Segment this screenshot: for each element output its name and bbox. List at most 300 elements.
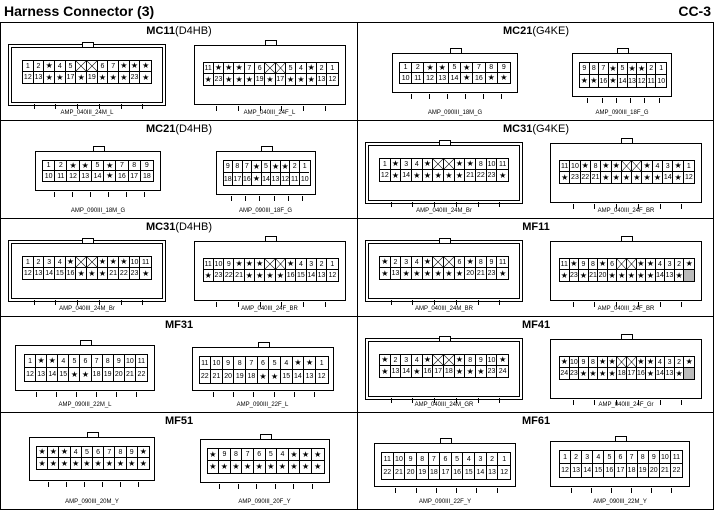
pin-cell: ★ [637, 259, 645, 268]
connector-terminal-tick [303, 106, 304, 111]
pin-cell: 11 [560, 259, 570, 270]
pin-cell: ★ [59, 447, 70, 458]
pin-face [399, 62, 511, 84]
pin-cell: 6 [615, 451, 626, 464]
pin-cell: ★ [444, 170, 455, 181]
pin-cell: 4 [281, 357, 293, 370]
pin-cell: 3 [44, 257, 55, 268]
pin-cell: 12 [23, 74, 32, 81]
pin-cell: 5 [452, 453, 464, 466]
pin-cell: 6 [93, 447, 104, 458]
pin-cell [684, 368, 694, 379]
pin-cell: 16 [66, 270, 75, 277]
connector-body [368, 243, 520, 299]
pin-cell: ★ [36, 355, 47, 368]
pin-cell: 21 [211, 370, 223, 383]
connector-terminal-tick [573, 400, 574, 405]
pin-cell: 1 [380, 159, 391, 170]
connector-cell-mf61 [358, 413, 714, 510]
connector-body [550, 241, 702, 301]
connector-terminal-tick [48, 482, 49, 487]
pin-cell: ★ [461, 63, 473, 73]
connector-terminal-tick [303, 302, 304, 307]
connector-terminal-tick [76, 392, 77, 397]
pin-cell: 3 [582, 451, 593, 464]
pin-cell: 4 [412, 355, 423, 366]
connector-terminal-tick [77, 104, 78, 109]
pin-cell: 12 [25, 368, 36, 381]
pin-cell: 11 [136, 355, 147, 368]
pin-cell: 11 [647, 75, 657, 87]
connector-lock-tab [260, 434, 272, 440]
connector-terminal-tick [594, 400, 595, 405]
connector-terminal-tick [121, 104, 122, 109]
pin-cell: ★ [455, 159, 466, 170]
pin-cell: 7 [242, 449, 254, 461]
pin-cell: 18 [142, 172, 151, 180]
pin-cell: 9 [487, 257, 498, 268]
pin-cell: ★ [455, 366, 466, 377]
pin-cell: 7 [246, 357, 258, 370]
pin-cell: 11 [497, 257, 508, 268]
pin-cell: 3 [663, 161, 673, 172]
pin-cell: 16 [604, 464, 615, 477]
pin-cell: ★ [412, 366, 423, 377]
connector-terminal-tick [36, 392, 37, 397]
pin-cell: ★ [608, 368, 616, 378]
pin-cell: 4 [296, 63, 306, 74]
pin-cell: ★ [108, 257, 119, 268]
connector-terminal-tick [216, 106, 217, 111]
pin-cell: 1 [560, 451, 571, 464]
pin-cell: 20 [405, 466, 417, 479]
pin-cell: ★ [139, 458, 147, 468]
pin-cell: 5 [262, 161, 272, 173]
pin-cell: 6 [440, 453, 452, 466]
pin-cell: 7 [473, 63, 485, 73]
connector-terminal-tick [429, 94, 430, 99]
connector-terminal-tick [312, 484, 313, 489]
pin-cell: 1 [23, 257, 34, 268]
pin-cell: ★ [258, 370, 270, 383]
connector-terminal-tick [238, 106, 239, 111]
pin-cell: 2 [675, 259, 685, 270]
pin-cell: 9 [498, 63, 510, 73]
connector-terminal-tick [465, 94, 466, 99]
pin-cell: 12 [380, 172, 389, 179]
pin-cell: 8 [234, 357, 246, 370]
connector-terminal-tick [66, 482, 67, 487]
pin-cell: ★ [48, 447, 59, 458]
pin-cell: ★ [265, 74, 275, 85]
pin-cell: ★ [265, 270, 275, 281]
pin-cell: ★ [391, 170, 402, 181]
pin-cell: 5 [286, 63, 296, 74]
connector-body [194, 241, 346, 301]
pin-cell: 17 [615, 464, 626, 477]
cell-title [358, 221, 714, 233]
connector-body [572, 53, 672, 97]
pin-cell: ★ [646, 259, 654, 268]
pin-cell: ★ [245, 270, 255, 281]
pin-cell: 13 [487, 466, 499, 479]
connector-lock-tab [621, 236, 633, 242]
pin-cell: ★ [618, 270, 626, 280]
connector-label: MC21 [502, 25, 533, 37]
pin-cell: 17 [276, 76, 285, 83]
connector-lock-tab [87, 432, 99, 438]
connector-terminal-tick [256, 484, 257, 489]
pin-cell: 16 [286, 272, 295, 279]
pin-cell: 4 [656, 259, 666, 270]
connector-terminal-tick [411, 94, 412, 99]
connector-lock-tab [621, 138, 633, 144]
pin-cell: ★ [69, 368, 80, 381]
pin-cell: 18 [224, 173, 234, 185]
connector-terminal-tick [288, 196, 289, 201]
pin-cell: 15 [55, 270, 64, 277]
pin-cell: 19 [417, 466, 429, 479]
pin-cell: 4 [656, 357, 666, 368]
pin-cell: 20 [598, 272, 607, 279]
cell-title [358, 319, 714, 331]
pin-cell: 14 [663, 174, 672, 181]
connector-terminal-tick [681, 302, 682, 307]
connector-terminal-tick [275, 484, 276, 489]
pin-cell: 2 [675, 357, 685, 368]
connector-terminal-tick [302, 196, 303, 201]
connector-lock-tab [450, 48, 462, 54]
pin-cell: ★ [486, 73, 498, 83]
pin-cell: 4 [277, 449, 289, 461]
pin-cell: ★ [465, 159, 476, 170]
pin-cell: ★ [286, 259, 296, 270]
connector-terminal-tick [72, 192, 73, 197]
connector-terminal-tick [55, 104, 56, 109]
pin-cell: ★ [673, 161, 683, 172]
pin-cell: 4 [58, 355, 69, 368]
pin-cell: ★ [673, 172, 683, 183]
pin-cell: 16 [636, 370, 645, 377]
pin-cell: ★ [380, 257, 391, 268]
pin-cell: 3 [401, 257, 412, 268]
connector-lock-tab [439, 238, 451, 244]
pin-cell: 9 [649, 451, 660, 464]
pin-cell: 13 [36, 368, 47, 381]
pin-cell: 8 [103, 355, 114, 368]
cell-title [1, 25, 357, 37]
pin-cell: ★ [646, 368, 654, 378]
connector-terminal-tick [325, 302, 326, 307]
pin-cell: ★ [48, 458, 59, 469]
pin-cell: 13 [665, 370, 674, 377]
pin-cell: ★ [104, 171, 116, 181]
connector-terminal-tick [499, 398, 500, 403]
engine-variant: (D4HB) [175, 123, 212, 135]
pin-cell: 9 [224, 259, 234, 270]
connector-part-number: AMP_040III_24M_BR [414, 306, 474, 312]
connector-terminal-tick [238, 302, 239, 307]
connector-body [550, 143, 702, 203]
pin-cell: 20 [466, 270, 475, 277]
pin-cell: 9 [579, 357, 589, 368]
connector-grid [0, 22, 714, 510]
pin-cell: 14 [475, 466, 487, 479]
connector-lock-tab [265, 40, 277, 46]
connector-body [29, 437, 155, 481]
connector-cell-mf31 [1, 317, 358, 413]
connector-part-number: AMP_040III_24F_Gr [598, 402, 654, 408]
cell-title [358, 25, 714, 37]
pin-cell: 13 [391, 270, 400, 277]
pin-cell: 2 [55, 161, 67, 171]
pin-cell: 17 [434, 368, 443, 375]
connector-terminal-tick [630, 98, 631, 103]
pin-cell: 9 [579, 259, 589, 270]
pin-face [203, 258, 339, 282]
connector-part-number: AMP_090III_18F_G [595, 110, 649, 116]
pin-cell: 11 [204, 259, 214, 270]
connector-terminal-tick [213, 392, 214, 397]
pin-cell: ★ [98, 72, 109, 83]
engine-variant: (G4KE) [532, 123, 570, 135]
cell-title [1, 221, 357, 233]
pin-face [559, 450, 683, 478]
cell-title [1, 123, 357, 135]
pin-cell: 13 [317, 76, 326, 83]
pin-cell: ★ [589, 368, 597, 378]
pin-cell: 11 [204, 63, 214, 74]
connector-terminal-tick [274, 196, 275, 201]
pin-cell: ★ [293, 357, 305, 370]
pin-cell: 20 [114, 368, 125, 381]
connector-terminal-tick [616, 98, 617, 103]
pin-cell: 21 [235, 272, 243, 279]
pin-cell: 14 [402, 172, 411, 179]
pin-cell: ★ [276, 270, 286, 281]
pin-cell: 21 [591, 174, 600, 181]
pin-cell: ★ [224, 74, 234, 85]
connector-part-number: AMP_040III_24M_GR [414, 402, 474, 408]
pin-face [381, 452, 511, 480]
pin-cell: 10 [570, 161, 580, 172]
pin-cell: ★ [637, 270, 645, 280]
connector-cell-mc21g [358, 23, 714, 121]
connector-lock-tab [617, 48, 629, 54]
connector-part-number: AMP_040III_24F_BR [597, 208, 655, 214]
pin-cell: 8 [590, 63, 600, 75]
pin-cell: 12 [328, 272, 337, 279]
pin-cell: ★ [231, 461, 243, 473]
connector-terminal-tick [416, 488, 417, 493]
pin-cell: 10 [300, 175, 309, 183]
pin-cell: 17 [66, 74, 75, 81]
pin-cell: 11 [412, 73, 424, 83]
connector-cell-mc21d [1, 121, 358, 219]
connector-part-number: AMP_040III_24M_Br [59, 306, 115, 312]
connector-lock-tab [615, 436, 627, 442]
pin-cell: 1 [25, 355, 36, 368]
connector-body [192, 347, 334, 391]
pin-cell [617, 259, 627, 270]
pin-cell: ★ [59, 458, 70, 469]
pin-cell: 18 [627, 464, 638, 477]
pin-cell: 8 [129, 161, 141, 171]
pin-cell: ★ [204, 74, 214, 85]
pin-cell: ★ [423, 355, 434, 366]
pin-cell: ★ [304, 357, 316, 370]
connector-body [15, 345, 155, 391]
pin-cell [433, 355, 444, 366]
pin-cell: 1 [400, 63, 412, 73]
pin-cell: 6 [254, 449, 266, 461]
connector-terminal-tick [594, 302, 595, 307]
connector-terminal-tick [456, 488, 457, 493]
pin-cell: 14 [656, 370, 664, 377]
connector-terminal-tick [77, 300, 78, 305]
pin-cell: 4 [55, 257, 66, 268]
pin-cell: ★ [266, 461, 278, 473]
page-title: Harness Connector (3) [4, 3, 155, 19]
connector-terminal-tick [447, 94, 448, 99]
pin-cell: 23 [214, 272, 223, 279]
connector-terminal-tick [314, 392, 315, 397]
pin-cell: ★ [455, 355, 466, 366]
pin-cell: 2 [317, 259, 327, 270]
pin-cell: 2 [391, 355, 402, 366]
pin-cell: 4 [296, 259, 306, 270]
connector-terminal-tick [587, 98, 588, 103]
page-code: CC-3 [678, 3, 711, 19]
pin-cell: ★ [391, 159, 402, 170]
connector-terminal-tick [499, 300, 500, 305]
pin-cell: ★ [208, 449, 220, 461]
pin-cell: 23 [569, 370, 578, 377]
connector-lock-tab [439, 140, 451, 146]
connector-terminal-tick [651, 488, 652, 493]
connector-terminal-tick [681, 400, 682, 405]
pin-cell: 5 [92, 161, 104, 171]
engine-variant: (D4HB) [175, 221, 212, 233]
pin-cell: ★ [455, 170, 466, 181]
connector-terminal-tick [238, 484, 239, 489]
pin-cell: 21 [466, 172, 475, 179]
cell-title [1, 415, 357, 427]
connector-label: MF51 [164, 415, 194, 427]
pin-cell: 8 [591, 161, 601, 172]
connector-terminal-tick [644, 98, 645, 103]
connector-terminal-tick [144, 192, 145, 197]
pin-cell: 1 [327, 63, 337, 74]
pin-cell: 4 [55, 61, 66, 72]
pin-cell: ★ [245, 259, 255, 270]
connector-terminal-tick [412, 202, 413, 207]
connector-terminal-tick [245, 196, 246, 201]
pin-cell [627, 357, 637, 368]
pin-cell: 2 [290, 161, 300, 173]
connector-label: MC31 [145, 221, 176, 233]
pin-cell [87, 61, 98, 72]
pin-cell: 16 [452, 466, 464, 479]
pin-cell: 17 [233, 173, 243, 185]
pin-cell: 16 [116, 171, 128, 181]
connector-terminal-tick [142, 300, 143, 305]
pin-cell: 22 [672, 467, 681, 474]
pin-cell: 11 [140, 257, 151, 268]
pin-cell: ★ [234, 74, 244, 85]
connector-terminal-tick [412, 300, 413, 305]
pin-cell: 10 [657, 77, 666, 85]
connector-part-number: AMP_040III_24M_Br [416, 208, 472, 214]
pin-cell: 11 [200, 357, 212, 370]
pin-cell: ★ [55, 72, 66, 83]
pin-cell: ★ [127, 458, 138, 469]
pin-cell: 7 [108, 61, 119, 72]
pin-cell: 10 [394, 453, 406, 466]
pin-face [199, 356, 329, 384]
pin-cell: 13 [34, 270, 43, 277]
pin-cell: ★ [642, 161, 652, 172]
connector-body [216, 151, 316, 195]
pin-cell: 24 [498, 368, 507, 375]
pin-cell: ★ [646, 270, 654, 280]
pin-cell: 3 [665, 357, 675, 368]
pin-cell: 2 [487, 453, 499, 466]
connector-lock-tab [93, 146, 105, 152]
connector-terminal-tick [116, 392, 117, 397]
pin-cell: 5 [66, 61, 77, 72]
pin-cell: 5 [266, 449, 278, 461]
connector-body [200, 439, 330, 483]
pin-cell: 16 [243, 173, 253, 185]
connector-label: MF31 [164, 319, 194, 331]
connector-terminal-tick [126, 192, 127, 197]
pin-cell: 3 [665, 259, 675, 270]
connector-terminal-tick [594, 204, 595, 209]
connector-label: MF11 [522, 221, 550, 233]
pin-cell: ★ [380, 268, 391, 279]
pin-cell: 7 [429, 453, 441, 466]
pin-cell: 9 [219, 449, 231, 461]
pin-cell [617, 357, 627, 368]
connector-terminal-tick [90, 192, 91, 197]
connector-terminal-tick [55, 300, 56, 305]
connector-terminal-tick [436, 488, 437, 493]
connector-terminal-tick [476, 488, 477, 493]
pin-cell: 3 [401, 159, 412, 170]
pin-cell: ★ [601, 172, 611, 183]
pin-cell: 11 [560, 161, 570, 172]
pin-cell: 13 [665, 272, 674, 279]
connector-terminal-tick [293, 484, 294, 489]
pin-cell: 21 [476, 270, 485, 277]
pin-cell: 10 [130, 257, 141, 268]
pin-cell: 23 [487, 172, 496, 179]
pin-cell [627, 259, 637, 270]
pin-face [579, 62, 667, 88]
connector-terminal-tick [233, 392, 234, 397]
connector-lock-tab [621, 334, 633, 340]
pin-cell: 4 [593, 451, 604, 464]
pin-cell [265, 259, 275, 270]
pin-cell: ★ [380, 355, 391, 366]
pin-cell: ★ [465, 366, 476, 377]
connector-terminal-tick [573, 302, 574, 307]
pin-cell: 7 [245, 63, 255, 74]
pin-cell: ★ [642, 172, 652, 183]
pin-cell: ★ [412, 268, 423, 279]
pin-cell: 21 [589, 272, 597, 279]
